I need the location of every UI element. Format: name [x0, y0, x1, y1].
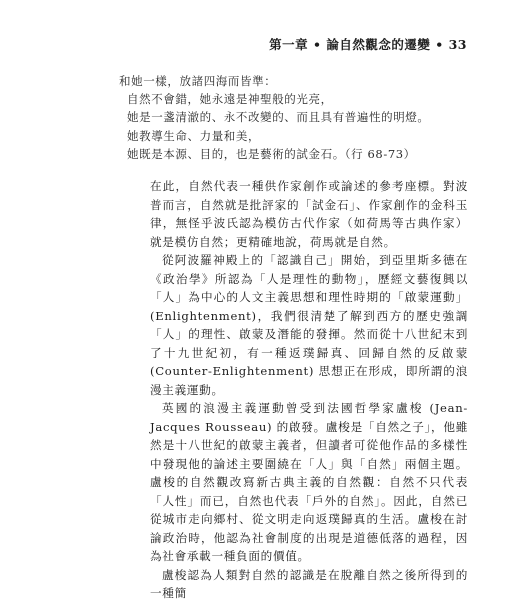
quote-line: 她既是本源、目的，也是藝術的試金石。（行 68-73）: [127, 146, 416, 161]
block-quote: [119, 72, 467, 163]
header-bullet-2: •: [435, 37, 444, 52]
body-text: [150, 177, 468, 603]
chapter-label: 第一章: [269, 37, 309, 52]
quote-line: 她是一盞清澈的、永不改變的、而且具有普遍性的明燈。: [127, 110, 430, 125]
chapter-title: 論自然觀念的遷變: [326, 37, 431, 52]
paragraph: 從阿波羅神殿上的「認識自己」開始，到亞里斯多德在《政治學》所認為「人是理性的動物」，歷經文藝復興以「人」為中心的人文主義思想和理性時期的「啟蒙運動」(Enlightenment)，我們很清楚了解到西方的歷史強調「人」的理性、啟蒙及潛能的發揮。然而從十八世紀末到了十九世紀初，有一種返璞歸真、回歸自然的反啟蒙 (Counter-Enlightenment) 思想正在形成，即所謂的浪漫主義運動。: [150, 253, 468, 397]
quote-intro: 和她一樣，放諸四海而皆準：: [119, 74, 277, 88]
paragraph: 盧梭認為人類對自然的認識是在脫離自然之後所得到的一種簡: [150, 567, 468, 600]
running-header: [257, 35, 467, 53]
paragraph: 英國的浪漫主義運動曾受到法國哲學家盧梭 (Jean-Jacques Rousseau) 的啟發。盧梭是「自然之子」，他雖然是十八世紀的啟蒙主義者，但讀者可從他作品的多樣性中發現他的論述主要圍繞在「人」與「自然」兩個主題。盧梭的自然觀改寫新古典主義的自然觀：自然不只代表「人性」而已，自然也代表「戶外的自然」。因此，自然已從城市走向鄉村、從文明走向返璞歸真的生活。盧梭在討論政治時，他認為社會制度的出現是道德低落的過程，因為社會承載一種負面的價值。: [150, 401, 468, 563]
paragraph: 在此，自然代表一種供作家創作或論述的參考座標。對波普而言，自然就是批評家的「試金石」、作家創作的金科玉律，無怪乎波氏認為模仿古代作家（如荷馬等古典作家）就是模仿自然；更精確地說，荷馬就是自然。: [150, 179, 468, 249]
quote-line: 自然不會錯，她永遠是神聖般的光亮，: [127, 92, 333, 107]
page-number: 33: [448, 37, 467, 52]
header-bullet: •: [313, 37, 322, 52]
quote-line: 她教導生命、力量和美，: [127, 128, 261, 143]
